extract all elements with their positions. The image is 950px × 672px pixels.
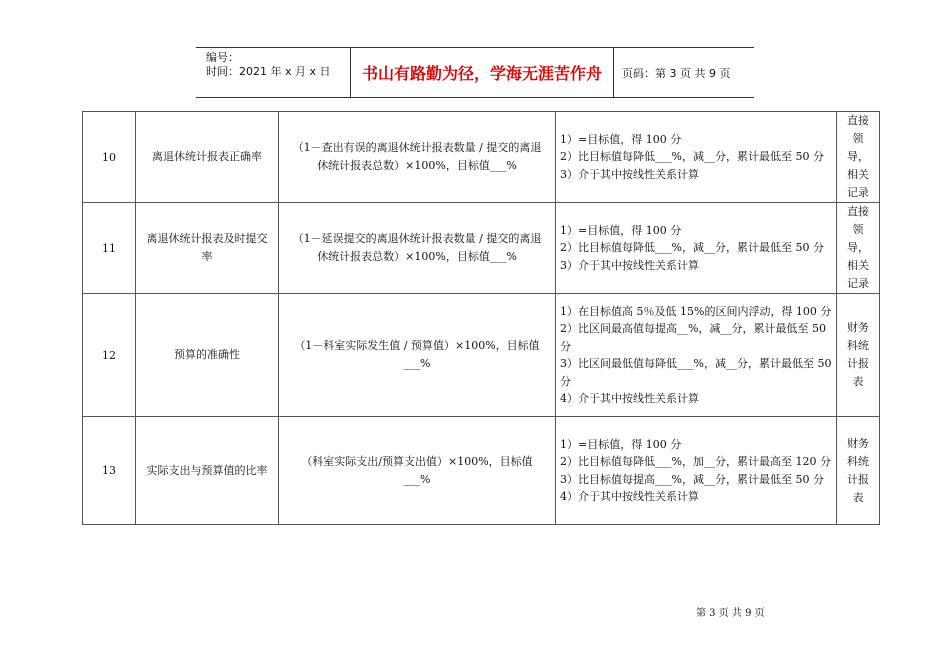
rule-line: 1）=目标值，得 100 分 bbox=[560, 223, 682, 237]
row-number: 11 bbox=[83, 203, 136, 294]
indicator-formula: （1－延误提交的离退休统计报表数量 / 提交的离退休统计报表总数）×100%，目标值___% bbox=[279, 203, 556, 294]
document-time-label: 时间：2021 年 x 月 x 日 bbox=[206, 65, 331, 78]
header-slogan: 书山有路勤为径，学海无涯苦作舟 bbox=[350, 48, 614, 97]
rule-line: 2）比目标值每降低___%，加__分，累计最高至 120 分 bbox=[560, 455, 831, 468]
data-source: 直接领导，相关记录 bbox=[837, 112, 880, 203]
rule-line: 3）介于其中按线性关系计算 bbox=[560, 167, 699, 181]
page-header bbox=[196, 47, 754, 98]
indicator-name: 离退休统计报表正确率 bbox=[136, 112, 279, 203]
table-row bbox=[83, 417, 880, 525]
scoring-rules bbox=[556, 417, 837, 525]
row-number: 13 bbox=[83, 417, 136, 525]
rule-line: 2）比目标值每降低___%，减__分，累计最低至 50 分 bbox=[560, 150, 824, 164]
rule-line: 1）=目标值，得 100 分 bbox=[560, 132, 682, 146]
header-page-number: 页码：第 3 页 共 9 页 bbox=[622, 66, 731, 80]
document-number-label: 编号： bbox=[206, 51, 239, 64]
rule-line: 3）介于其中按线性关系计算 bbox=[560, 258, 699, 272]
indicator-formula: （科室实际支出/预算支出值）×100%，目标值___% bbox=[279, 417, 556, 525]
table-row bbox=[83, 203, 880, 294]
page-footer: 第 3 页 共 9 页 bbox=[696, 608, 765, 619]
row-number: 12 bbox=[83, 294, 136, 417]
rule-line: 3）比区间最低值每降低___%，减__分，累计最低至 50 分 bbox=[560, 357, 832, 388]
rule-line: 2）比目标值每降低___%，减__分，累计最低至 50 分 bbox=[560, 241, 824, 255]
data-source: 财务科统计报表 bbox=[837, 417, 880, 525]
rule-line: 4）介于其中按线性关系计算 bbox=[560, 490, 699, 503]
rule-line: 2）比区间最高值每提高__%，减__分，累计最低至 50 分 bbox=[560, 322, 826, 353]
scoring-rules bbox=[556, 112, 837, 203]
scoring-rules bbox=[556, 203, 837, 294]
rule-line: 1）=目标值，得 100 分 bbox=[560, 437, 682, 451]
data-source: 财务科统计报表 bbox=[837, 294, 880, 417]
indicator-formula: （1－查出有误的离退休统计报表数量 / 提交的离退休统计报表总数）×100%，目标值___% bbox=[279, 112, 556, 203]
indicator-name: 实际支出与预算值的比率 bbox=[136, 417, 279, 525]
data-source: 直接领导，相关记录 bbox=[837, 203, 880, 294]
indicator-name: 离退休统计报表及时提交率 bbox=[136, 203, 279, 294]
rule-line: 1）在目标值高 5％及低 15%的区间内浮动，得 100 分 bbox=[560, 304, 832, 318]
kpi-table bbox=[82, 111, 880, 525]
indicator-name: 预算的准确性 bbox=[136, 294, 279, 417]
rule-line: 3）比目标值每提高___%，减__分，累计最低至 50 分 bbox=[560, 472, 824, 486]
row-number: 10 bbox=[83, 112, 136, 203]
rule-line: 4）介于其中按线性关系计算 bbox=[560, 392, 699, 405]
scoring-rules bbox=[556, 294, 837, 417]
table-row bbox=[83, 112, 880, 203]
indicator-formula: （1－科室实际发生值 / 预算值）×100%，目标值___% bbox=[279, 294, 556, 417]
table-row bbox=[83, 294, 880, 417]
header-meta bbox=[196, 48, 350, 97]
